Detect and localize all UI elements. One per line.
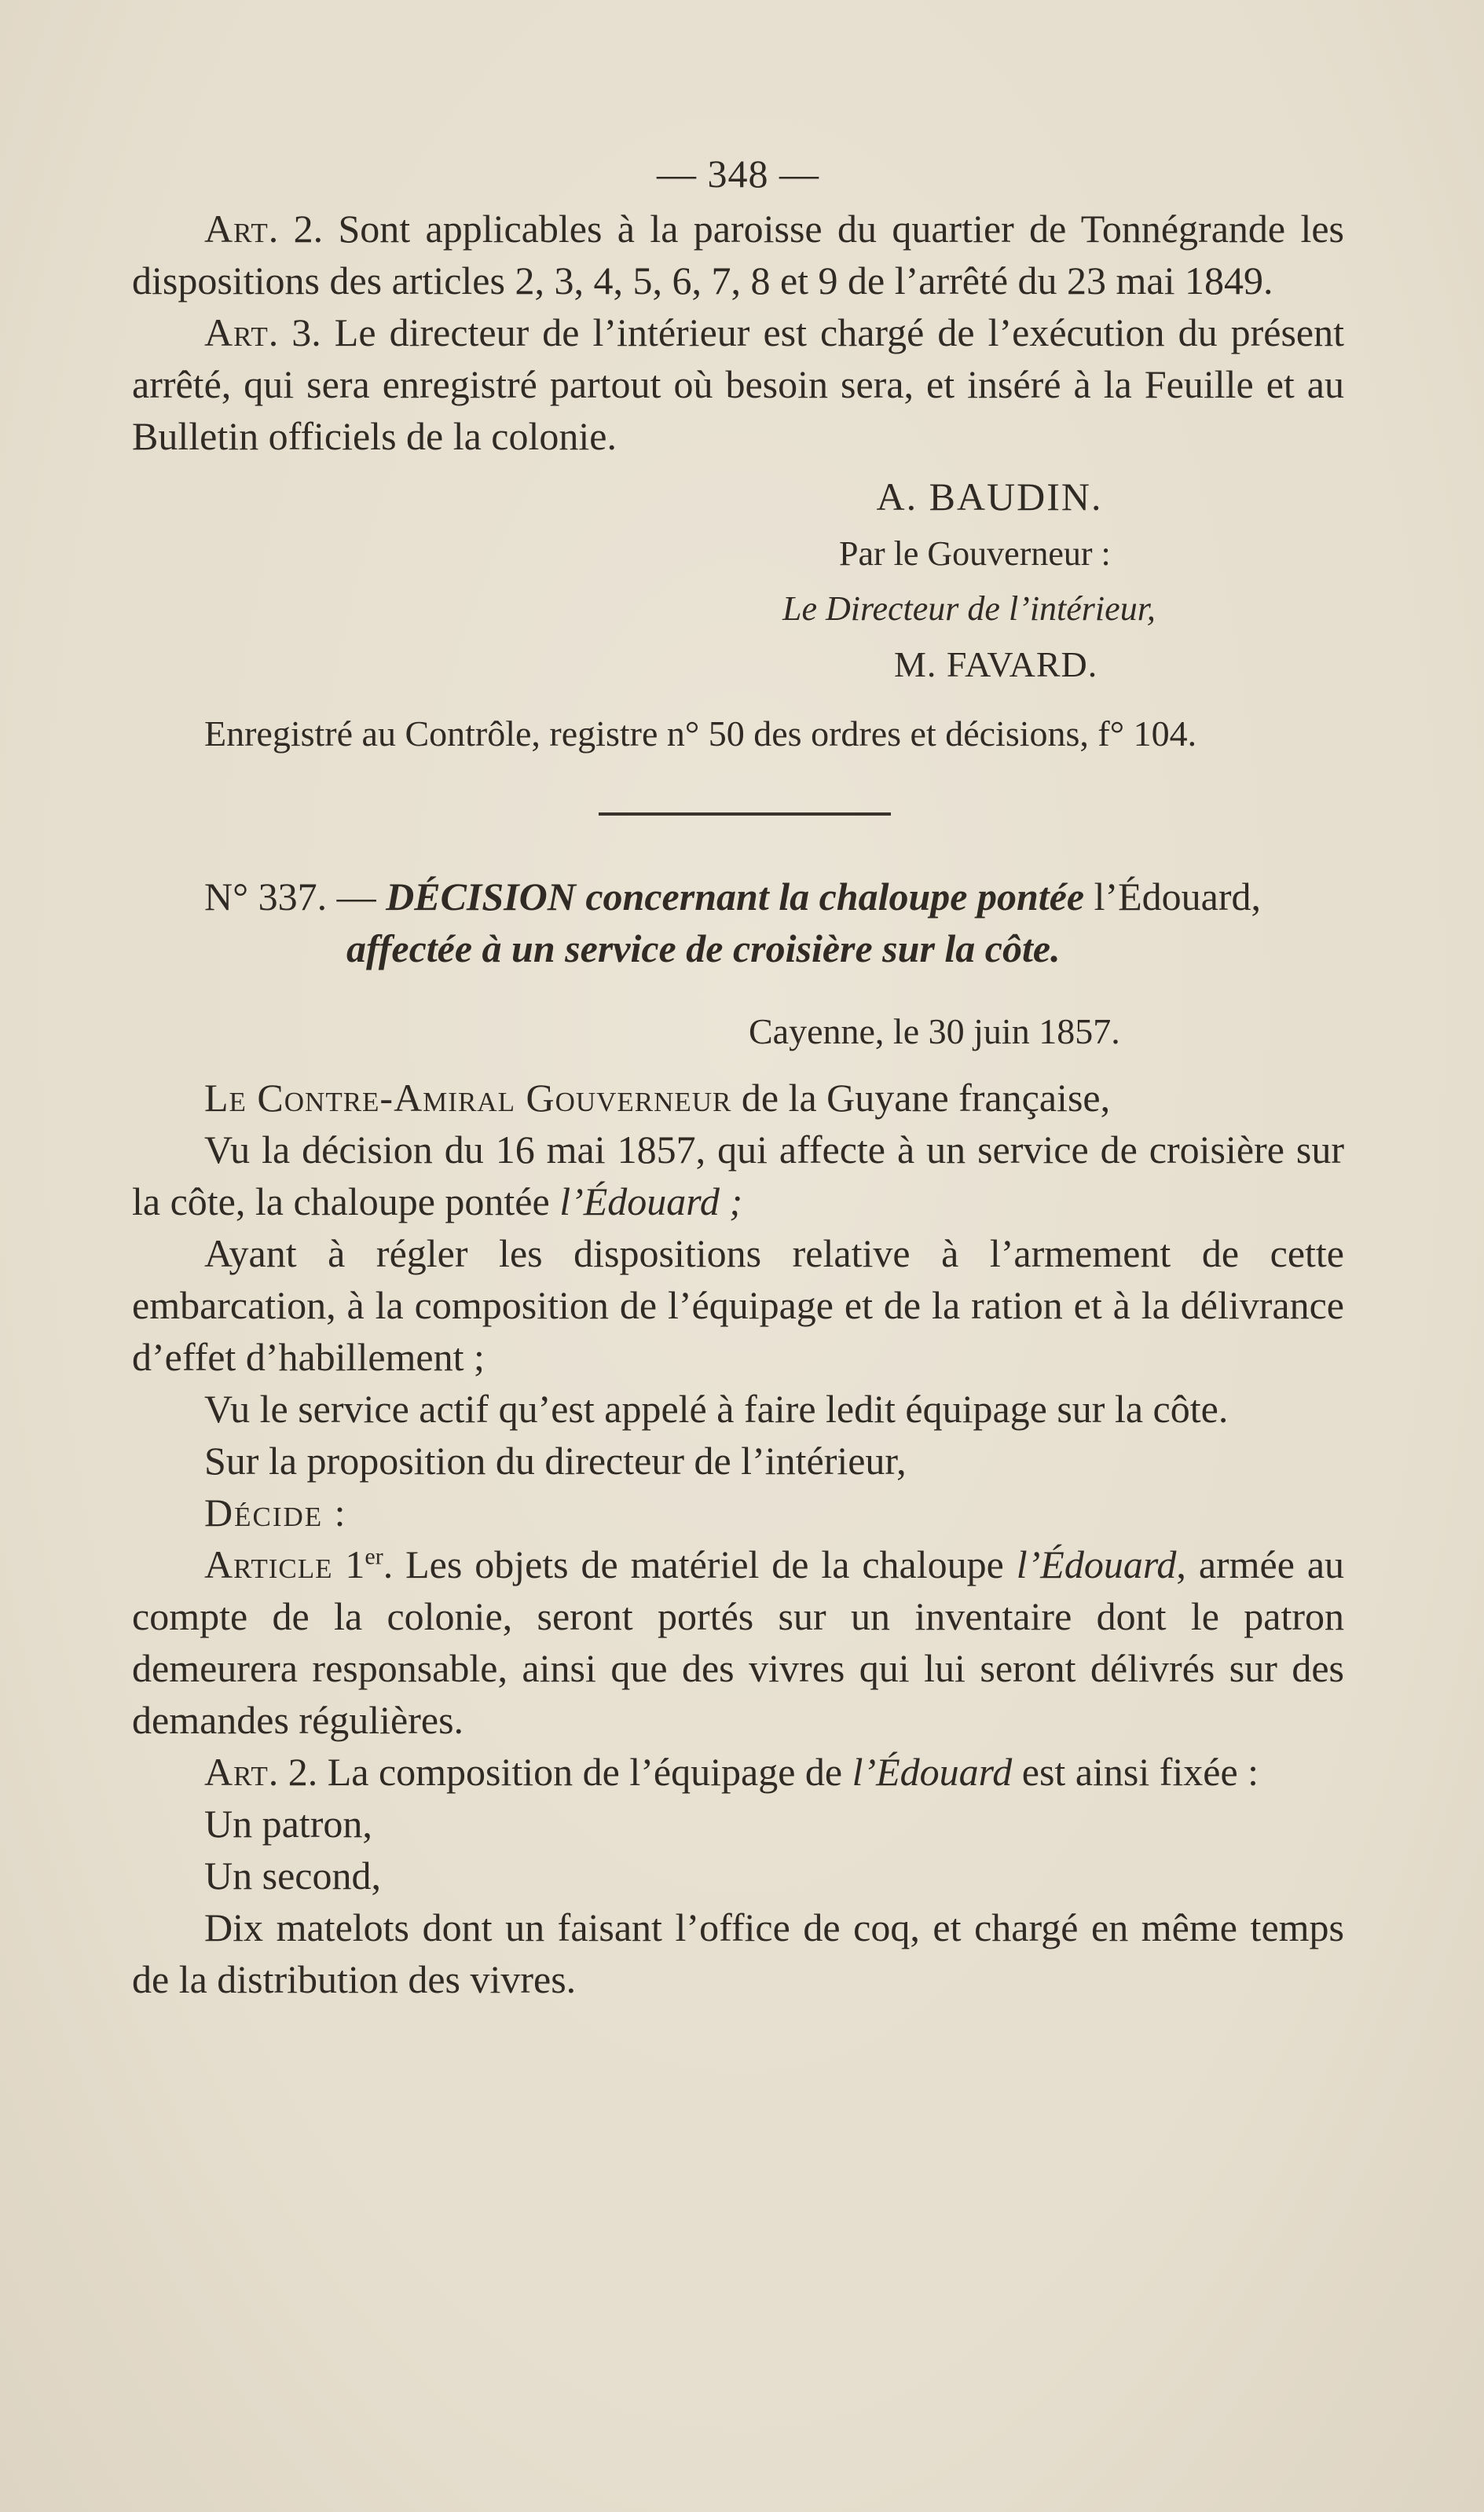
article-3-paragraph [132,306,1344,462]
article-text: . Les objets de matériel de la chaloupe [383,1542,1017,1586]
crew-list-item: Dix matelots dont un faisant l’office de coq, et chargé en même temps de la distribution des vivres. [132,1905,1344,2001]
decision-ship-name: l’Édouard, [1084,875,1262,919]
section-divider [599,812,891,816]
article-label: Art [204,310,269,354]
decision-heading [132,871,1344,922]
page-number: — 348 — [657,152,819,196]
considerant-3: Vu le service actif qu’est appelé à faire ledit équipage sur la côte. [204,1387,1229,1431]
article-text: . 2. Sont applicables à la paroisse du quartier de Tonnégrande les dispositions des articles 2, 3, 4, 5, 6, 7, 8 et 9 de l’arrêté du 23 mai 1849. [132,207,1344,303]
crew-list-item: Un patron, [204,1802,372,1846]
signature-title: Le Directeur de l’intérieur, [782,589,1156,628]
registration-note: Enregistré au Contrôle, registre n° 50 des ordres et décisions, f° 104. [204,713,1197,754]
decision-title: DÉCISION concernant la chaloupe pontée [386,875,1085,919]
ordinal-superscript: er [365,1543,383,1570]
considerant-2: Ayant à régler les dispositions relative à l’armement de cette embarcation, à la composition de l’équipage et de la ration et à la délivrance d’effet d’habillement ; [132,1231,1344,1379]
article-2-paragraph [132,203,1344,306]
article-label: Art [204,1750,269,1794]
article-2-composition-paragraph [132,1746,1344,1798]
article-1-paragraph [132,1538,1344,1746]
considerant-1 [132,1124,1344,1227]
decision-date: Cayenne, le 30 juin 1857. [749,1011,1120,1051]
decide-heading: Décide : [204,1491,347,1535]
signature-by-governor: Par le Gouverneur : [839,534,1111,573]
ship-name: l’Édouard [1016,1542,1177,1586]
article-text: est ainsi fixée : [1012,1750,1259,1794]
preamble-paragraph [132,1072,1344,1124]
decision-number: N° 337. — [204,875,387,919]
signatory-name: A. BAUDIN. [876,475,1103,519]
ship-name: l’Édouard ; [559,1179,743,1223]
signature-countersign: M. FAVARD. [894,644,1098,684]
article-text: , armée au compte de la colonie, seront portés sur un inventaire dont le patron demeurera responsable, ainsi que des vivres qui lui seront délivrés sur des demandes régulières. [132,1542,1345,1742]
preamble-text: de la Guyane française, [731,1076,1111,1120]
governor-title: Le Contre-Amiral Gouverneur [204,1076,732,1120]
article-label: Art [204,207,269,251]
proposal-line: Sur la proposition du directeur de l’intérieur, [204,1439,907,1483]
considerant-text: Vu la décision du 16 mai 1857, qui affecte à un service de croisière sur la côte, la chaloupe pontée [132,1128,1344,1223]
decision-subtitle: affectée à un service de croisière sur la côte. [346,926,1061,970]
article-text: . 2. La composition de l’équipage de [268,1750,852,1794]
article-text: . 3. Le directeur de l’intérieur est chargé de l’exécution du présent arrêté, qui sera enregistré partout où besoin sera, et inséré à la Feuille et au Bulletin officiels de la colonie. [132,310,1344,458]
article-label: Article [204,1542,333,1586]
article-number: 1 [332,1542,365,1586]
crew-list-item: Un second, [204,1854,381,1898]
ship-name: l’Édouard [852,1750,1013,1794]
